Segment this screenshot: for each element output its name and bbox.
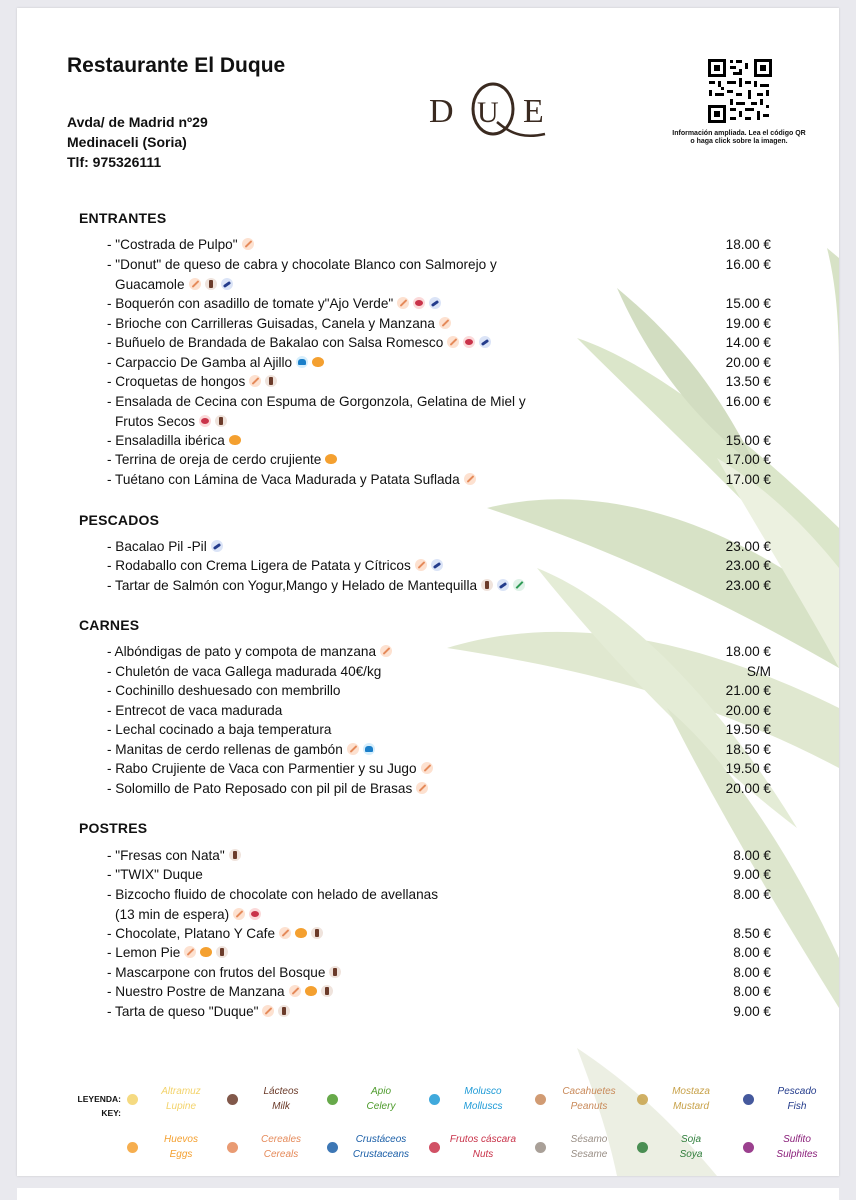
molluscs-icon [429, 1094, 440, 1105]
svg-text:U: U [477, 96, 499, 129]
legend-label-english: Peanuts [570, 1101, 608, 1112]
menu-item [107, 681, 777, 701]
legend-label-spanish: Crustáceos [355, 1134, 407, 1145]
menu-item [107, 255, 777, 294]
menu-item [107, 642, 777, 662]
menu-item-price: 21.00 € [725, 683, 771, 698]
menu-item-name-line: - Boquerón con asadillo de tomate y"Ajo Verde" [107, 296, 394, 311]
legend-label-spanish: Mostaza [672, 1086, 710, 1097]
menu-item [107, 294, 777, 314]
legend-entry [429, 1132, 549, 1164]
restaurant-name: Restaurante El Duque [67, 54, 286, 77]
menu-item-price: S/M [746, 664, 771, 679]
cereales-allergen-icon [262, 1005, 274, 1017]
menu-item-price: 19.50 € [725, 761, 771, 776]
menu-item [107, 963, 777, 983]
section-title: PESCADOS [79, 512, 160, 528]
menu-item-name-line: - Buñuelo de Brandada de Bakalao con Salsa Romesco [107, 335, 444, 350]
menu-item-name-line: - Cochinillo deshuesado con membrillo [107, 683, 341, 698]
cereales-allergen-icon [184, 946, 196, 958]
legend-label-english: Lupine [165, 1101, 197, 1112]
menu-item-name-line2: Frutos Secos [115, 413, 196, 429]
menu-item-price: 23.00 € [725, 558, 771, 573]
qr-note: Información ampliada. Lea el código QR o haga click sobre la imagen. [672, 130, 806, 145]
section-title: POSTRES [79, 820, 148, 836]
menu-item-name-line: - "Fresas con Nata" [107, 848, 225, 863]
soya-icon [637, 1142, 648, 1153]
nuts-allergen-icon [249, 908, 261, 920]
lacteos-allergen-icon [329, 966, 341, 978]
legend-label-english: Fish [787, 1101, 807, 1112]
duque-logo [427, 76, 555, 146]
lacteos-allergen-icon [311, 927, 323, 939]
menu-item-name [107, 982, 607, 1002]
menu-item-name-line2: (13 min de espera) [115, 906, 230, 922]
legend-label-english: Milk [272, 1101, 290, 1112]
huevos-allergen-icon [325, 453, 337, 465]
cereales-allergen-icon [439, 317, 451, 329]
legend-entry [743, 1132, 839, 1164]
menu-item-name [107, 255, 607, 294]
menu-item-name-line: - Tarta de queso "Duque" [107, 1004, 259, 1019]
menu-item-name [107, 924, 607, 944]
eggs-icon [127, 1142, 138, 1153]
menu-item-price: 8.00 € [733, 887, 771, 902]
lacteos-allergen-icon [216, 946, 228, 958]
lacteos-allergen-icon [278, 1005, 290, 1017]
menu-item [107, 740, 777, 760]
menu-item-price: 14.00 € [725, 335, 771, 350]
mustard-icon [637, 1094, 648, 1105]
menu-item-name [107, 662, 607, 682]
pescado-allergen-icon [497, 579, 509, 591]
legend-label-spanish: Sésamo [570, 1134, 608, 1145]
menu-page [17, 8, 839, 1176]
menu-item [107, 333, 777, 353]
legend-label-english: Soya [679, 1149, 703, 1160]
soja-allergen-icon [513, 579, 525, 591]
menu-item-name-line: - Chuletón de vaca Gallega madurada 40€/kg [107, 664, 382, 679]
cereales-allergen-icon [347, 743, 359, 755]
legend-label-english: Mustard [672, 1101, 710, 1112]
legend-label-spanish: Frutos cáscara [449, 1134, 517, 1145]
menu-item-name [107, 294, 607, 314]
menu-item-name [107, 885, 607, 924]
menu-item-price: 18.50 € [725, 742, 771, 757]
menu-item-name-line: - Lemon Pie [107, 945, 181, 960]
celery-icon [327, 1094, 338, 1105]
cereales-allergen-icon [464, 473, 476, 485]
menu-item-name [107, 333, 607, 353]
menu-item-price: 19.50 € [725, 722, 771, 737]
menu-item-price: 23.00 € [725, 578, 771, 593]
nuts-allergen-icon [463, 336, 475, 348]
nuts-allergen-icon [413, 297, 425, 309]
lacteos-allergen-icon [321, 985, 333, 997]
menu-item-name-line: - Terrina de oreja de cerdo crujiente [107, 452, 322, 467]
menu-item-name-line: - Carpaccio De Gamba al Ajillo [107, 355, 293, 370]
cereales-allergen-icon [380, 645, 392, 657]
lupine-icon [127, 1094, 138, 1105]
section-title: CARNES [79, 617, 140, 633]
menu-item-name [107, 450, 607, 470]
menu-item-name [107, 431, 607, 451]
cereales-allergen-icon [279, 927, 291, 939]
cereales-allergen-icon [289, 985, 301, 997]
menu-item-name [107, 642, 607, 662]
section-title: ENTRANTES [79, 210, 167, 226]
menu-item-price: 13.50 € [725, 374, 771, 389]
menu-item-name [107, 576, 607, 596]
legend-key-label [57, 1092, 121, 1120]
menu-item-name [107, 1002, 607, 1022]
menu-item-price: 19.00 € [725, 316, 771, 331]
nuts-allergen-icon [199, 415, 211, 427]
cereales-allergen-icon [447, 336, 459, 348]
menu-item-name [107, 963, 607, 983]
lacteos-allergen-icon [481, 579, 493, 591]
menu-item [107, 1002, 777, 1022]
menu-item [107, 885, 777, 924]
menu-item-name [107, 470, 607, 490]
menu-item [107, 865, 777, 885]
menu-item-name-line: - Solomillo de Pato Reposado con pil pil de Brasas [107, 781, 413, 796]
menu-item-price: 8.00 € [733, 984, 771, 999]
menu-item-price: 8.00 € [733, 965, 771, 980]
menu-item-price: 16.00 € [725, 394, 771, 409]
menu-item-price: 15.00 € [725, 433, 771, 448]
pescado-allergen-icon [429, 297, 441, 309]
legend-label-english: Sesame [570, 1149, 608, 1160]
menu-item [107, 556, 777, 576]
menu-item-price: 9.00 € [733, 1004, 771, 1019]
menu-item-name [107, 779, 607, 799]
menu-item-name [107, 943, 607, 963]
legend-label-english: Crustaceans [352, 1149, 410, 1160]
milk-icon [227, 1094, 238, 1105]
cereales-allergen-icon [415, 559, 427, 571]
pescado-allergen-icon [211, 540, 223, 552]
menu-item-name-line: - Manitas de cerdo rellenas de gambón [107, 742, 343, 757]
menu-item [107, 576, 777, 596]
cereales-allergen-icon [249, 375, 261, 387]
menu-item [107, 235, 777, 255]
menu-item [107, 431, 777, 451]
menu-item-price: 20.00 € [725, 781, 771, 796]
menu-item-name [107, 556, 607, 576]
menu-item [107, 943, 777, 963]
lacteos-allergen-icon [265, 375, 277, 387]
phone-number: Tlf: 975326111 [67, 154, 162, 170]
menu-item-name-line: - Rodaballo con Crema Ligera de Patata y Cítricos [107, 558, 411, 573]
menu-item-name [107, 537, 607, 557]
lacteos-allergen-icon [215, 415, 227, 427]
menu-item-name [107, 681, 607, 701]
menu-item-name-line: - Ensalada de Cecina con Espuma de Gorgonzola, Gelatina de Miel y [107, 394, 526, 409]
menu-item-name-line2: Guacamole [115, 276, 185, 292]
pescado-allergen-icon [479, 336, 491, 348]
legend-label-english: Celery [366, 1101, 396, 1112]
legend-label-spanish: Soja [680, 1134, 701, 1145]
cereales-allergen-icon [397, 297, 409, 309]
legend-label-english: Molluscs [463, 1101, 503, 1112]
fish-icon [743, 1094, 754, 1105]
lacteos-allergen-icon [205, 278, 217, 290]
huevos-allergen-icon [295, 927, 307, 939]
menu-item [107, 450, 777, 470]
menu-item-name-line: - Rabo Crujiente de Vaca con Parmentier y su Jugo [107, 761, 417, 776]
menu-item [107, 982, 777, 1002]
huevos-allergen-icon [200, 946, 212, 958]
menu-item [107, 372, 777, 392]
qr-code[interactable] [707, 58, 773, 124]
menu-item [107, 470, 777, 490]
menu-item-name [107, 846, 607, 866]
next-page-edge [17, 1188, 839, 1200]
menu-item-name-line: - Mascarpone con frutos del Bosque [107, 965, 326, 980]
legend-entry [637, 1084, 757, 1116]
crust-allergen-icon [296, 356, 308, 368]
legend-label-spanish: Pescado [777, 1086, 817, 1097]
crustaceans-icon [327, 1142, 338, 1153]
menu-item-price: 8.00 € [733, 945, 771, 960]
menu-item-name [107, 720, 607, 740]
menu-item [107, 720, 777, 740]
menu-item [107, 759, 777, 779]
menu-item-price: 16.00 € [725, 257, 771, 272]
menu-item [107, 537, 777, 557]
cereales-allergen-icon [416, 782, 428, 794]
menu-item-name [107, 759, 607, 779]
legend-label-spanish: Apio [370, 1086, 391, 1097]
menu-item-price: 8.00 € [733, 848, 771, 863]
menu-item-price: 8.50 € [733, 926, 771, 941]
menu-item-name [107, 865, 607, 885]
huevos-allergen-icon [312, 356, 324, 368]
huevos-allergen-icon [305, 985, 317, 997]
pescado-allergen-icon [221, 278, 233, 290]
lacteos-allergen-icon [229, 849, 241, 861]
menu-item-name-line: - Brioche con Carrilleras Guisadas, Canela y Manzana [107, 316, 435, 331]
menu-item-name [107, 740, 607, 760]
cereales-allergen-icon [233, 908, 245, 920]
menu-item [107, 779, 777, 799]
menu-item-price: 17.00 € [725, 452, 771, 467]
legend-label-english: Eggs [169, 1149, 193, 1160]
menu-item-price: 20.00 € [725, 355, 771, 370]
menu-item-name-line: - Tuétano con Lámina de Vaca Madurada y Patata Suflada [107, 472, 460, 487]
legend-label-spanish: Huevos [164, 1134, 198, 1145]
menu-item-name-line: - Ensaladilla ibérica [107, 433, 225, 448]
crust-allergen-icon [363, 743, 375, 755]
menu-item-name [107, 314, 607, 334]
menu-item-name-line: - Tartar de Salmón con Yogur,Mango y Helado de Mantequilla [107, 578, 478, 593]
legend-label-spanish: Lácteos [263, 1086, 299, 1097]
cereals-icon [227, 1142, 238, 1153]
legend-label-es: LEYENDA: [77, 1094, 121, 1104]
cereales-allergen-icon [189, 278, 201, 290]
menu-item [107, 924, 777, 944]
nuts-icon [429, 1142, 440, 1153]
menu-item-name [107, 372, 607, 392]
menu-item-name-line: - Chocolate, Platano Y Cafe [107, 926, 276, 941]
legend-label-spanish: Sulfito [783, 1134, 811, 1145]
legend-entry [429, 1084, 549, 1116]
menu-item-name-line: - Lechal cocinado a baja temperatura [107, 722, 332, 737]
menu-item-price: 9.00 € [733, 867, 771, 882]
menu-item [107, 846, 777, 866]
menu-item [107, 701, 777, 721]
menu-item-name-line: - "Costrada de Pulpo" [107, 237, 238, 252]
address-city: Medinaceli (Soria) [67, 134, 187, 150]
menu-item [107, 353, 777, 373]
menu-item-name [107, 235, 607, 255]
huevos-allergen-icon [229, 434, 241, 446]
menu-item [107, 314, 777, 334]
cereales-allergen-icon [421, 762, 433, 774]
legend-label-en: KEY: [101, 1108, 121, 1118]
menu-item-name-line: - Croquetas de hongos [107, 374, 246, 389]
address-street: Avda/ de Madrid nº29 [67, 114, 208, 130]
menu-item-name [107, 701, 607, 721]
menu-item-name [107, 392, 607, 431]
menu-item-name [107, 353, 607, 373]
menu-item-name-line: - Albóndigas de pato y compota de manzana [107, 644, 377, 659]
sulphites-icon [743, 1142, 754, 1153]
menu-item-price: 15.00 € [725, 296, 771, 311]
menu-item [107, 392, 777, 431]
menu-item [107, 662, 777, 682]
legend-label-spanish: Molusco [464, 1086, 502, 1097]
menu-item-price: 18.00 € [725, 644, 771, 659]
menu-item-price: 23.00 € [725, 539, 771, 554]
legend-label-english: Cereals [263, 1149, 299, 1160]
menu-item-name-line: - "TWIX" Duque [107, 867, 203, 882]
svg-text:E: E [523, 93, 544, 130]
menu-item-name-line: - Nuestro Postre de Manzana [107, 984, 285, 999]
svg-text:D: D [429, 93, 454, 130]
peanuts-icon [535, 1094, 546, 1105]
menu-item-price: 17.00 € [725, 472, 771, 487]
legend-label-spanish: Cereales [260, 1134, 302, 1145]
legend-label-english: Sulphites [776, 1149, 818, 1160]
pescado-allergen-icon [431, 559, 443, 571]
menu-item-name-line: - Bizcocho fluido de chocolate con helado de avellanas [107, 887, 439, 902]
legend-label-english: Nuts [472, 1149, 494, 1160]
menu-item-name-line: - "Donut" de queso de cabra y chocolate Blanco con Salmorejo y [107, 257, 497, 272]
menu-item-price: 20.00 € [725, 703, 771, 718]
allergen-legend [57, 1080, 837, 1170]
menu-item-name-line: - Entrecot de vaca madurada [107, 703, 283, 718]
sesame-icon [535, 1142, 546, 1153]
cereales-allergen-icon [242, 238, 254, 250]
menu-item-price: 18.00 € [725, 237, 771, 252]
legend-label-spanish: Altramuz [161, 1086, 201, 1097]
legend-label-spanish: Cacahuetes [562, 1086, 616, 1097]
legend-entry [743, 1084, 839, 1116]
legend-entry [637, 1132, 757, 1164]
menu-item-name-line: - Bacalao Pil -Pil [107, 539, 207, 554]
address-block [67, 112, 208, 172]
